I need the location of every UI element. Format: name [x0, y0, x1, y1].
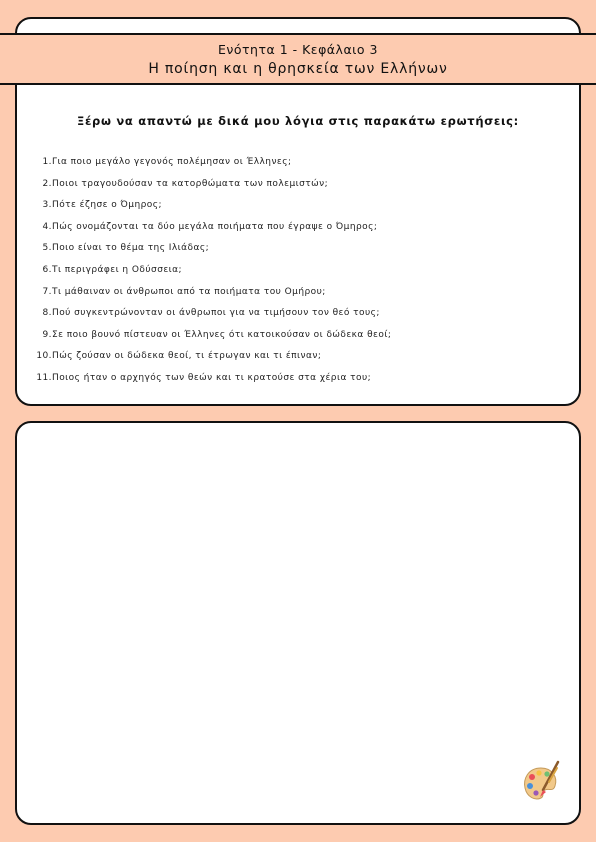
- question-number: 5.: [42, 243, 52, 254]
- answer-card: [15, 421, 581, 825]
- question-text: Σε ποιο βουνό πίστευαν οι Έλληνες ότι κατοικούσαν οι δώδεκα θεοί;: [52, 329, 392, 340]
- question-number: 6.: [42, 264, 52, 275]
- question-number: 4.: [42, 221, 52, 232]
- question-number: 2.: [42, 178, 52, 189]
- question-item: [33, 306, 391, 328]
- question-text: Τι μάθαιναν οι άνθρωποι από τα ποιήματα του Ομήρου;: [52, 286, 326, 297]
- question-item: [33, 349, 391, 371]
- question-item: [33, 263, 391, 285]
- title-banner: [0, 33, 596, 85]
- question-number: 3.: [42, 200, 52, 211]
- question-number: 1.: [42, 157, 52, 167]
- unit-heading: Ενότητα 1 - Κεφάλαιο 3: [217, 42, 378, 57]
- question-text: Ποιοι τραγουδούσαν τα κατορθώματα των πολεμιστών;: [52, 178, 329, 189]
- instructions-heading: Ξέρω να απαντώ με δικά μου λόγια στις παρακάτω ερωτήσεις:: [76, 114, 519, 128]
- question-item: [33, 220, 391, 242]
- question-text: Πώς ονομάζονται τα δύο μεγάλα ποιήματα που έγραψε ο Όμηρος;: [52, 221, 378, 232]
- question-text: Πότε έζησε ο Όμηρος;: [52, 200, 162, 211]
- question-number: 10.: [36, 351, 52, 362]
- question-item: [33, 198, 391, 220]
- question-number: 8.: [42, 308, 52, 319]
- question-number: 7.: [42, 286, 52, 297]
- question-text: Για ποιο μεγάλο γεγονός πολέμησαν οι Έλληνες;: [52, 157, 292, 167]
- lesson-title: Η ποίηση και η θρησκεία των Ελλήνων: [148, 61, 448, 77]
- question-item: [33, 241, 391, 263]
- question-item: [33, 155, 391, 177]
- question-number: 9.: [42, 329, 52, 340]
- question-item: [33, 177, 391, 199]
- question-text: Ποιος ήταν ο αρχηγός των θεών και τι κρατούσε στα χέρια του;: [52, 372, 372, 383]
- paint-palette-icon: [521, 760, 561, 805]
- question-text: Ποιο είναι το θέμα της Ιλιάδας;: [52, 243, 210, 254]
- question-number: 11.: [36, 372, 52, 383]
- question-item: [33, 371, 391, 393]
- question-text: Τι περιγράφει η Οδύσσεια;: [52, 264, 183, 275]
- question-list: [33, 155, 391, 393]
- question-item: [33, 285, 391, 307]
- question-text: Πού συγκεντρώνονταν οι άνθρωποι για να τιμήσουν τον θεό τους;: [52, 308, 380, 319]
- question-item: [33, 328, 391, 350]
- question-text: Πώς ζούσαν οι δώδεκα θεοί, τι έτρωγαν και τι έπιναν;: [52, 351, 322, 362]
